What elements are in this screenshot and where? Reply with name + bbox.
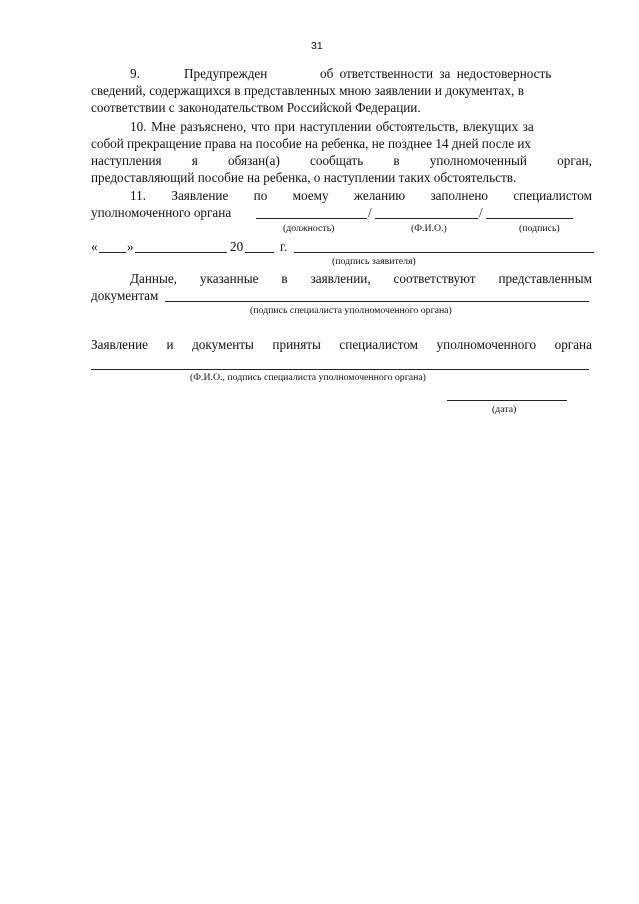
accepted-fio-signature-blank (91, 369, 589, 370)
p11-l1-w1: Заявление (171, 188, 229, 203)
p9-line3: соответствии с законодательством Российской Федерации. (91, 100, 421, 115)
date-quote-close: » (127, 239, 134, 254)
applicant-signature-blank (294, 252, 594, 253)
page-number: 31 (311, 40, 323, 52)
p10-l3-w2: обязан(а) (228, 153, 280, 168)
p10-l3-w4: в (393, 153, 400, 168)
date-month-blank (135, 252, 227, 253)
p10-line3 (91, 153, 592, 169)
slash-2: / (479, 205, 483, 220)
p11-l1-w5: заполнено (430, 188, 488, 203)
caption-applicant-signature: (подпись заявителя) (332, 256, 416, 267)
p10-l3-w3: сообщать (310, 153, 364, 168)
acc-l1-w4: специалистом (339, 337, 419, 352)
p10-l3-w5: уполномоченный (429, 153, 527, 168)
dm-l1-w1: указанные (199, 271, 259, 286)
p9-number: 9. (130, 66, 140, 81)
p10-l3-w6: орган, (557, 153, 592, 168)
date-day-blank (99, 252, 126, 253)
caption-position: (должность) (283, 223, 335, 234)
p11-l1-w3: моему (292, 188, 329, 203)
p9-line1-rest (320, 66, 592, 82)
acc-l1-w0: Заявление (91, 337, 148, 352)
p9-line2: сведений, содержащихся в представленных мною заявлении и документах, в (91, 83, 524, 98)
dm-l1-w0: Данные, (130, 271, 177, 286)
p11-l1-w0: 11. (130, 188, 146, 203)
date-quote-open: « (91, 239, 98, 254)
p11-line2-prefix: уполномоченного органа (91, 205, 232, 220)
p9-line1-text: об ответственности за недостоверность (320, 66, 552, 81)
dm-l1-w5: представленным (498, 271, 592, 286)
acc-l1-w2: документы (192, 337, 254, 352)
caption-fio: (Ф.И.О.) (411, 223, 447, 234)
acc-l1-w3: приняты (272, 337, 321, 352)
accepted-line1 (91, 337, 592, 353)
signature-blank (486, 218, 573, 219)
acc-l1-w6: органа (554, 337, 592, 352)
dm-l1-w4: соответствуют (393, 271, 476, 286)
data-match-caption: (подпись специалиста уполномоченного органа) (250, 305, 452, 316)
p10-l3-w0: наступления (91, 153, 162, 168)
data-match-signature-blank (165, 301, 589, 302)
p10-line4: предоставляющий пособие на ребенка, о наступлении таких обстоятельств. (91, 170, 517, 185)
date-year-suffix: г. (280, 239, 288, 254)
data-match-line1 (130, 271, 592, 287)
dm-l1-w2: в (281, 271, 288, 286)
accepted-caption: (Ф.И.О., подпись специалиста уполномоченного органа) (190, 372, 426, 383)
caption-signature: (подпись) (519, 223, 560, 234)
position-blank (256, 218, 367, 219)
p11-line1 (130, 188, 592, 204)
acc-l1-w5: уполномоченного (436, 337, 537, 352)
p10-line1: 10. Мне разъяснено, что при наступлении обстоятельств, влекущих за (130, 119, 534, 134)
p9-word-warned: Предупрежден (184, 66, 268, 81)
accepted-date-blank (447, 400, 567, 401)
p11-l1-w6: специалистом (513, 188, 592, 203)
p10-line2: собой прекращение права на пособие на ребенка, не позднее 14 дней после их (91, 136, 532, 151)
data-match-prefix: документам (91, 288, 159, 303)
slash-1: / (368, 205, 372, 220)
p11-l1-w2: по (253, 188, 268, 203)
date-year-blank (245, 252, 274, 253)
dm-l1-w3: заявлении, (310, 271, 371, 286)
fio-blank (375, 218, 478, 219)
date-year-prefix: 20 (230, 239, 244, 254)
p11-l1-w4: желанию (353, 188, 406, 203)
accepted-date-caption: (дата) (492, 404, 517, 415)
p10-l3-w1: я (191, 153, 198, 168)
acc-l1-w1: и (166, 337, 174, 352)
